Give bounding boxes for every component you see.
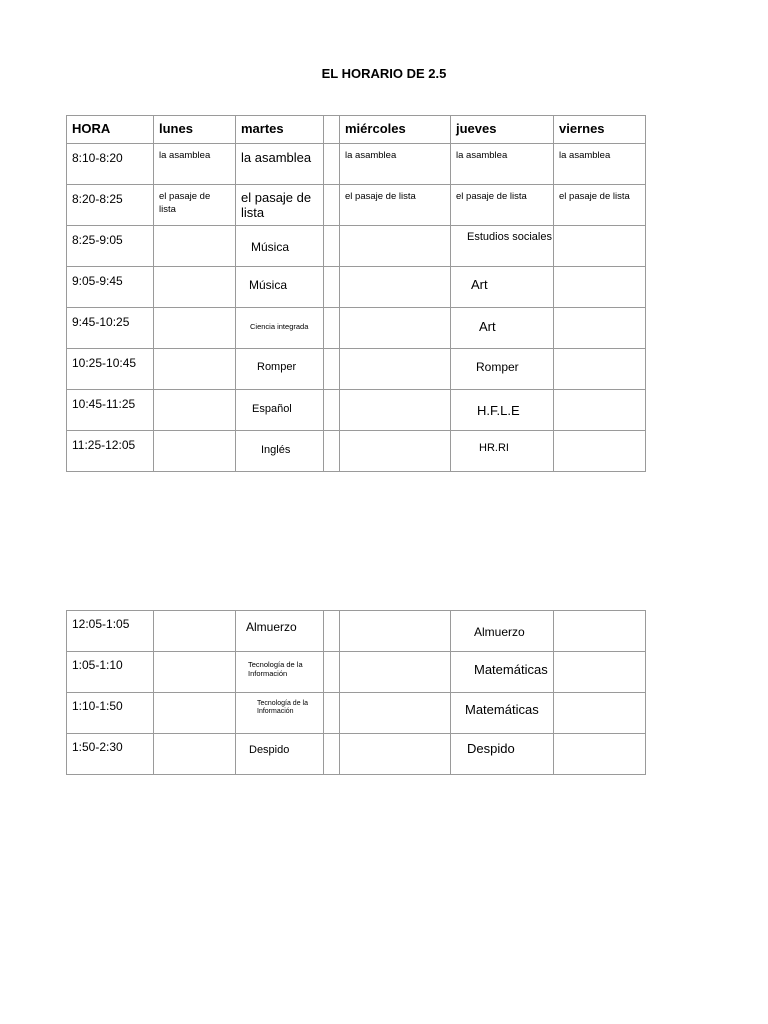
spacer-cell [324, 611, 340, 652]
time-cell: 12:05-1:05 [67, 611, 154, 652]
miercoles-cell: el pasaje de lista [340, 185, 451, 226]
header-miercoles: miércoles [340, 116, 451, 144]
time-cell: 10:25-10:45 [67, 349, 154, 390]
table-row [67, 734, 646, 775]
lunes-cell [154, 308, 236, 349]
jueves-cell: Romper [451, 349, 554, 390]
lunes-cell [154, 693, 236, 734]
spacer-cell [324, 693, 340, 734]
miercoles-cell [340, 652, 451, 693]
table-row [67, 267, 646, 308]
martes-cell: Tecnología de la Información [236, 693, 324, 734]
spacer-cell [324, 652, 340, 693]
time-cell: 11:25-12:05 [67, 431, 154, 472]
miercoles-cell [340, 431, 451, 472]
table-row [67, 611, 646, 652]
jueves-cell: el pasaje de lista [451, 185, 554, 226]
lunes-cell [154, 267, 236, 308]
lunes-cell [154, 390, 236, 431]
spacer-column [324, 116, 340, 144]
martes-cell: Romper [236, 349, 324, 390]
viernes-cell [554, 652, 646, 693]
martes-cell: el pasaje de lista [236, 185, 324, 226]
viernes-cell: la asamblea [554, 144, 646, 185]
jueves-cell: Estudios sociales [451, 226, 554, 267]
spacer-cell [324, 390, 340, 431]
lunes-cell [154, 652, 236, 693]
jueves-cell: H.F.L.E [451, 390, 554, 431]
viernes-cell [554, 226, 646, 267]
jueves-cell: Matemáticas [451, 652, 554, 693]
time-cell: 1:50-2:30 [67, 734, 154, 775]
lunes-cell: el pasaje de lista [154, 185, 236, 226]
martes-cell: Español [236, 390, 324, 431]
jueves-cell: HR.RI [451, 431, 554, 472]
table-row [67, 652, 646, 693]
time-cell: 10:45-11:25 [67, 390, 154, 431]
spacer-cell [324, 144, 340, 185]
spacer-cell [324, 431, 340, 472]
viernes-cell [554, 308, 646, 349]
table-row [67, 144, 646, 185]
viernes-cell [554, 431, 646, 472]
table-row [67, 185, 646, 226]
viernes-cell [554, 267, 646, 308]
lunes-cell [154, 349, 236, 390]
table-row [67, 693, 646, 734]
header-martes: martes [236, 116, 324, 144]
lunes-cell [154, 734, 236, 775]
viernes-cell [554, 349, 646, 390]
miercoles-cell [340, 308, 451, 349]
jueves-cell: Almuerzo [451, 611, 554, 652]
header-lunes: lunes [154, 116, 236, 144]
table-row [67, 431, 646, 472]
header-jueves: jueves [451, 116, 554, 144]
miercoles-cell [340, 349, 451, 390]
miercoles-cell [340, 226, 451, 267]
header-row [67, 116, 646, 144]
time-cell: 8:20-8:25 [67, 185, 154, 226]
time-cell: 9:05-9:45 [67, 267, 154, 308]
martes-cell: Música [236, 226, 324, 267]
miercoles-cell: la asamblea [340, 144, 451, 185]
viernes-cell [554, 693, 646, 734]
spacer-cell [324, 308, 340, 349]
table-row [67, 349, 646, 390]
time-cell: 9:45-10:25 [67, 308, 154, 349]
martes-cell: Tecnología de la Información [236, 652, 324, 693]
jueves-cell: Art [451, 267, 554, 308]
spacer-cell [324, 185, 340, 226]
lunes-cell [154, 431, 236, 472]
spacer-cell [324, 226, 340, 267]
table-row [67, 308, 646, 349]
lunes-cell: la asamblea [154, 144, 236, 185]
morning-schedule-table [66, 115, 646, 472]
jueves-cell: Art [451, 308, 554, 349]
spacer-cell [324, 267, 340, 308]
page-title: EL HORARIO DE 2.5 [321, 66, 447, 81]
time-cell: 8:25-9:05 [67, 226, 154, 267]
viernes-cell: el pasaje de lista [554, 185, 646, 226]
spacer-cell [324, 349, 340, 390]
martes-cell: Música [236, 267, 324, 308]
jueves-cell: Despido [451, 734, 554, 775]
jueves-cell: la asamblea [451, 144, 554, 185]
miercoles-cell [340, 267, 451, 308]
header-hora: HORA [67, 116, 154, 144]
table-row [67, 226, 646, 267]
martes-cell: Inglés [236, 431, 324, 472]
viernes-cell [554, 734, 646, 775]
miercoles-cell [340, 611, 451, 652]
miercoles-cell [340, 390, 451, 431]
lunes-cell [154, 611, 236, 652]
martes-cell: Despido [236, 734, 324, 775]
miercoles-cell [340, 693, 451, 734]
header-viernes: viernes [554, 116, 646, 144]
martes-cell: la asamblea [236, 144, 324, 185]
miercoles-cell [340, 734, 451, 775]
spacer-cell [324, 734, 340, 775]
time-cell: 8:10-8:20 [67, 144, 154, 185]
viernes-cell [554, 390, 646, 431]
martes-cell: Almuerzo [236, 611, 324, 652]
jueves-cell: Matemáticas [451, 693, 554, 734]
time-cell: 1:10-1:50 [67, 693, 154, 734]
martes-cell: Ciencia integrada [236, 308, 324, 349]
viernes-cell [554, 611, 646, 652]
table-row [67, 390, 646, 431]
afternoon-schedule-table [66, 610, 646, 775]
time-cell: 1:05-1:10 [67, 652, 154, 693]
lunes-cell [154, 226, 236, 267]
